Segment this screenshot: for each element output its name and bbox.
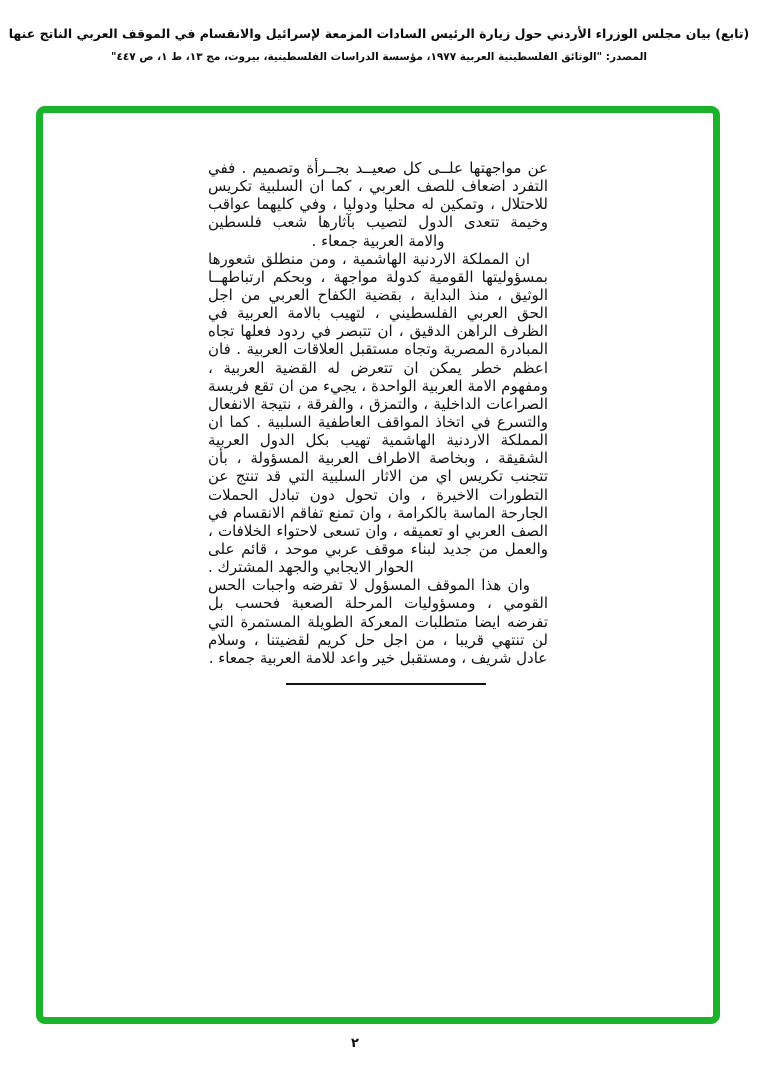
page-number: ٢ [351, 1036, 359, 1051]
page-frame-border [36, 106, 720, 1024]
paragraph-closing: وان هذا الموقف المسؤول لا تفرضه واجبات الحس القومي ، ومسؤوليات المرحلة الصعبة فحسب بل تفرضه ايضا متطلبات المعركة الطويلة المستمرة التي لن تنتهي قريبا ، من اجل حل كريم لقضيتنا ، وسلام عادل شريف ، ومستقبل خير واعد للامة العربية جمعاء . [208, 576, 548, 667]
closing-rule [286, 683, 486, 685]
body-text-column [208, 159, 548, 685]
document-header [0, 26, 758, 63]
paragraph-kingdom-statement: ان المملكة الاردنية الهاشمية ، ومن منطلق شعورها بمسؤوليتها القومية كدولة مواجهة ، وبحكم ارتباطهــا الوثيق ، منذ البداية ، بقضية الكفاح العربي من اجل الحق العربي الفلسطيني ، لتهيب بالامة العربية في الظرف الراهن الدقيق ، ان تتبصر في ردود فعلها تجاه المبادرة المصرية وتجاه مستقبل العلاقات العربية . فان اعظم خطر يمكن ان تتعرض له القضية العربية ، ومفهوم الامة العربية الواحدة ، يجيء من ان تقع فريسة الصراعات الداخلية ، والتمزق ، والفرقة ، نتيجة الانفعال والتسرع في اتخاذ المواقف العاطفية السلبية . كما ان المملكة الاردنية الهاشمية تهيب بكل الدول العربية الشقيقة ، وبخاصة الاطراف العربية المسؤولة ، بأن تتجنب تكريس اي من الاثار السلبية التي قد تنتج عن التطورات الاخيرة ، وان تحول دون تبادل الحملات الجارحة الماسة بالكرامة ، وان تمنع تفاقم الانقسام في الصف العربي او تعميقه ، وان تسعى لاحتواء الخلافات ، والعمل من جديد لبناء موقف عربي موحد ، قائم على الحوار الايجابي والجهد المشترك . [208, 249, 548, 577]
document-title: (تابع) بيان مجلس الوزراء الأردني حول زيارة الرئيس السادات المزمعة لإسرائيل والانقسام في الموقف العربي الناتج عنها [8, 26, 750, 41]
paragraph-continuation: عن مواجهتها علــى كل صعيــد بجــرأة وتصميم . ففي التفرد اضعاف للصف العربي ، كما ان السلبية تكريس للاحتلال ، وتمكين له محليا ودوليا ، وفي كليهما عواقب وخيمة تتعدى الدول لتصيب بآثارها شعب فلسطين والامة العربية جمعاء . [208, 159, 548, 250]
document-source-citation: المصدر: "الوثائق الفلسطينية العربية ١٩٧٧، مؤسسة الدراسات الفلسطينية، بيروت، مج ١٣، ط ١، ص ٤٤٧" [110, 51, 647, 63]
